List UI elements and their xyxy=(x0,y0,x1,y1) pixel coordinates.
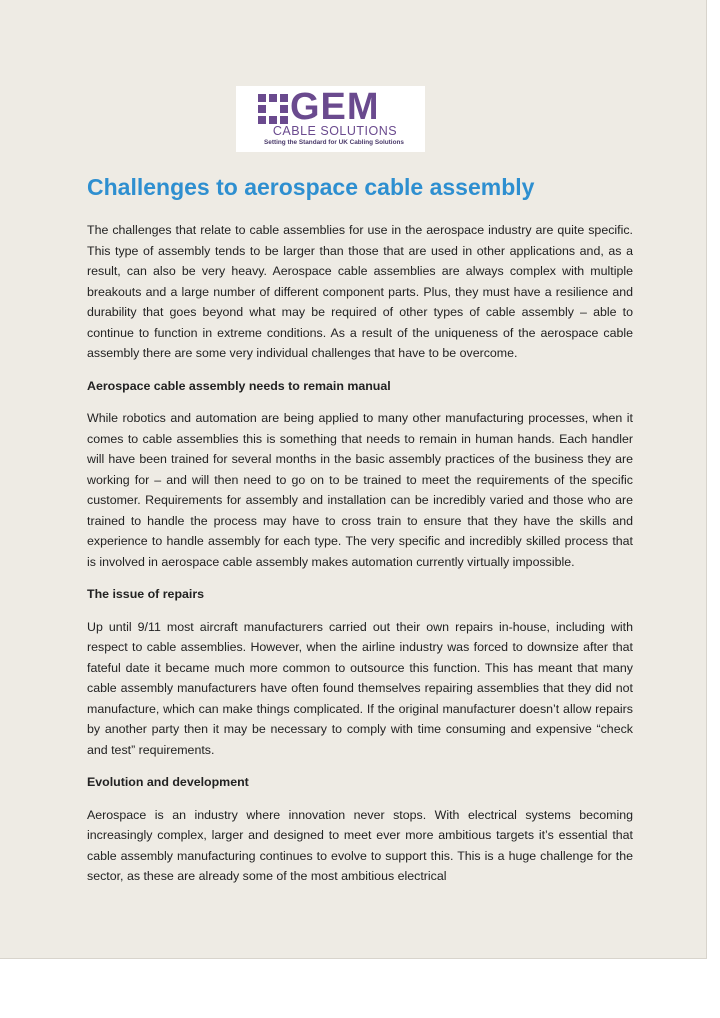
article xyxy=(87,168,633,899)
logo-wordmark: GEM xyxy=(290,86,380,128)
section-heading: Evolution and development xyxy=(87,775,249,789)
section-heading: The issue of repairs xyxy=(87,587,205,601)
intro-paragraph: The challenges that relate to cable assemblies for use in the aerospace industry are quite specific. This type of assembly tends to be larger than those that are used in other applications and, as a result, can also be very heavy. Aerospace cable assemblies are always complex with multiple breakouts and a large number of different component parts. Plus, they must have a resilience and durability that goes beyond what may be required of other types of cable assembly – able to continue to function in extreme conditions. As a result of the uniqueness of the aerospace cable assembly there are some very individual challenges that have to be overcome. xyxy=(87,223,633,360)
logo-subtitle: CABLE SOLUTIONS xyxy=(272,124,398,138)
section-paragraph: Up until 9/11 most aircraft manufacturers carried out their own repairs in-house, including with respect to cable assemblies. However, when the airline industry was forced to downsize after that fateful date it became much more common to outsource this function. This has meant that many cable assembly manufacturers have often found themselves repairing assemblies that they did not manufacture, which can make things complicated. If the original manufacturer doesn’t allow repairs by another party then it may be necessary to comply with time consuming and expensive “check and test” requirements. xyxy=(87,619,633,757)
company-logo xyxy=(236,86,425,152)
section-heading: Aerospace cable assembly needs to remain manual xyxy=(87,378,391,393)
section-paragraph: While robotics and automation are being applied to many other manufacturing processes, when it comes to cable assemblies this is something that needs to remain in human hands. Each handler will have been trained for several months in the basic assembly practices of the business they are working for – and will then need to go on to be trained to meet the requirements of the specific customer. Requirements for assembly and installation can be incredibly varied and those who are trained to handle the process may have to cross train to ensure that they have the skills and experience to handle assembly for each type. The very specific and incredibly skilled process that is involved in aerospace cable assembly makes automation currently virtually impossible. xyxy=(87,411,633,569)
article-title: Challenges to aerospace cable assembly xyxy=(87,174,535,200)
logo-grid-icon xyxy=(258,94,288,124)
section-paragraph: Aerospace is an industry where innovation never stops. With electrical systems becoming increasingly complex, larger and designed to meet ever more ambitious targets it’s essential that cable assembly manufacturing continues to evolve to support this. This is a huge challenge for the sector, as these are already some of the most ambitious electrical xyxy=(87,807,633,883)
logo-tagline: Setting the Standard for UK Cabling Solutions xyxy=(264,139,404,146)
